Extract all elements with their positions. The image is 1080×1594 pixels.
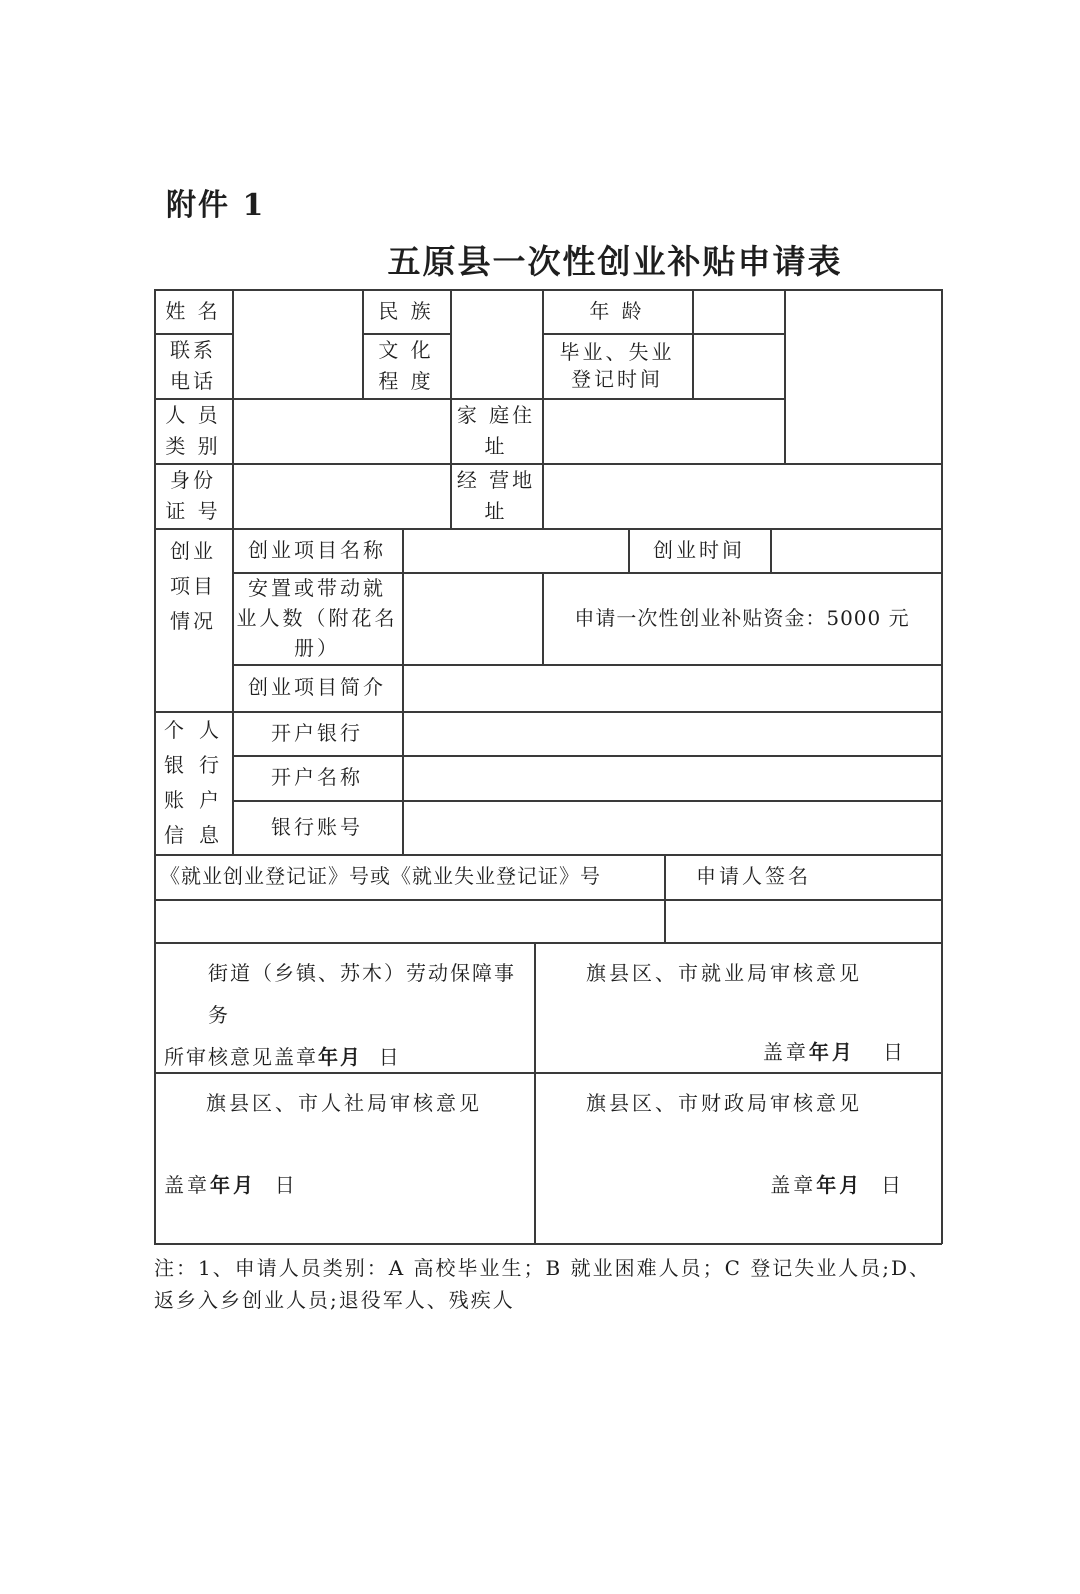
employment-bureau-date: 年月: [808, 1039, 855, 1064]
bank-label-char: 账: [164, 787, 187, 812]
finance-bureau-review-block[interactable]: [534, 1072, 942, 1243]
application-form-table: [154, 289, 942, 1245]
project-name-label: 创业项目名称: [248, 537, 386, 562]
footnote: 注：1、申请人员类别：A 高校毕业生；B 就业困难人员；C 登记失业人员;D、返乡入乡创业人员;退役军人、残疾人: [154, 1256, 932, 1312]
project-section-label-line-2: 项目: [170, 574, 216, 598]
account-name-field[interactable]: [402, 755, 942, 800]
bank-label-char: 人: [199, 717, 222, 742]
project-intro-label: 创业项目简介: [248, 675, 386, 699]
finance-bureau-date: 年月: [816, 1172, 863, 1197]
age-label: 年 龄: [589, 298, 645, 323]
employment-bureau-stamp-line: [734, 1034, 934, 1070]
finance-bureau-review-label: 旗县区、市财政局审核意见: [586, 1091, 862, 1115]
business-address-field[interactable]: [542, 463, 942, 528]
subsidy-amount-text: 申请一次性创业补贴资金：5000 元: [574, 605, 910, 630]
form-title: 五原县一次性创业补贴申请表: [387, 242, 843, 281]
certificate-number-field[interactable]: [154, 899, 664, 942]
registration-time-field[interactable]: [692, 333, 784, 398]
finance-bureau-day: 日: [881, 1172, 904, 1197]
home-address-label-line-2: 址: [484, 433, 508, 458]
hr-bureau-date: 年月: [210, 1172, 256, 1197]
education-label-line-2: 程 度: [378, 368, 434, 393]
street-review-day: 日: [378, 1045, 401, 1069]
employment-bureau-stamp: 盖章: [762, 1039, 809, 1064]
education-label-line-1: 文 化: [378, 337, 434, 362]
hr-bureau-day: 日: [274, 1172, 298, 1197]
registration-time-label: [542, 333, 692, 398]
bank-section-label: [154, 711, 232, 854]
street-review-block[interactable]: [154, 942, 534, 1072]
bank-label-char: 行: [199, 752, 222, 777]
finance-bureau-stamp: 盖章: [770, 1172, 817, 1197]
project-intro-field[interactable]: [402, 664, 942, 711]
phone-field[interactable]: [232, 333, 362, 398]
project-time-label: 创业时间: [653, 537, 745, 562]
category-label-line-2: 类 别: [165, 433, 221, 458]
phone-label-line-1: 联系: [170, 337, 216, 362]
phone-label-line-2: 电话: [170, 368, 216, 393]
bank-label-char: 银: [164, 752, 187, 777]
hr-bureau-stamp: 盖章: [164, 1172, 210, 1197]
bank-label-char: 息: [199, 822, 222, 847]
id-number-label-line-1: 身份: [169, 467, 216, 492]
registration-time-label-line-2: 登记时间: [571, 366, 663, 391]
hr-bureau-review-label: 旗县区、市人社局审核意见: [206, 1091, 482, 1115]
registration-time-label-line-1: 毕业、失业: [559, 339, 675, 364]
project-time-field[interactable]: [770, 528, 942, 572]
applicant-signature-label: 申请人签名: [696, 864, 811, 888]
id-number-field[interactable]: [232, 463, 450, 528]
education-field[interactable]: [450, 333, 542, 398]
finance-bureau-stamp-line: [734, 1167, 934, 1203]
business-address-label-line-2: 址: [484, 498, 508, 523]
open-bank-label: 开户银行: [271, 720, 363, 745]
open-bank-field[interactable]: [402, 711, 942, 755]
project-section-label: [154, 528, 232, 711]
phone-label: [154, 333, 232, 398]
age-field[interactable]: [692, 289, 784, 333]
category-field[interactable]: [232, 398, 450, 463]
bank-label-char: 信: [164, 822, 187, 847]
hr-bureau-stamp-line: [154, 1167, 394, 1203]
employment-count-field[interactable]: [402, 572, 542, 664]
category-label: [154, 398, 232, 463]
project-name-field[interactable]: [402, 528, 628, 572]
name-field[interactable]: [232, 289, 362, 333]
account-number-field[interactable]: [402, 800, 942, 854]
ethnicity-field[interactable]: [450, 289, 542, 333]
attachment-label: 附件 1: [166, 188, 266, 223]
home-address-label-line-1: 家 庭住: [456, 402, 536, 427]
id-number-label-line-2: 证 号: [165, 498, 221, 523]
bank-label-char: 户: [199, 787, 222, 812]
project-section-label-line-3: 情况: [170, 609, 216, 633]
applicant-signature-field[interactable]: [664, 899, 942, 942]
project-section-label-line-1: 创业: [170, 539, 216, 563]
street-review-line-1: 街道（乡镇、苏木）劳动保障事务: [208, 961, 516, 1027]
photo-field[interactable]: [784, 289, 942, 463]
business-address-label: [450, 463, 542, 528]
employment-count-label: [232, 572, 402, 664]
account-number-label: 银行账号: [271, 814, 363, 839]
name-label: 姓 名: [165, 298, 221, 323]
employment-bureau-review-label: 旗县区、市就业局审核意见: [586, 961, 862, 985]
street-review-date: 年月: [318, 1045, 362, 1069]
hr-bureau-review-block[interactable]: [154, 1072, 534, 1243]
business-address-label-line-1: 经 营地: [456, 467, 536, 492]
home-address-label: [450, 398, 542, 463]
employment-bureau-day: 日: [883, 1039, 906, 1064]
certificate-number-label: 《就业创业登记证》号或《就业失业登记证》号: [160, 864, 601, 888]
employment-count-label-line-2: 业人数（附花名: [236, 606, 398, 630]
employment-count-label-line-3: 册）: [294, 636, 340, 660]
id-number-label: [154, 463, 232, 528]
home-address-field[interactable]: [542, 398, 784, 463]
category-label-line-1: 人 员: [165, 402, 221, 427]
employment-count-label-line-1: 安置或带动就: [248, 576, 386, 600]
ethnicity-label: 民 族: [378, 298, 434, 323]
account-name-label: 开户名称: [271, 765, 363, 789]
education-label: [362, 333, 450, 398]
bank-label-char: 个: [164, 717, 187, 742]
street-review-stamp: 所审核意见盖章: [164, 1045, 318, 1069]
